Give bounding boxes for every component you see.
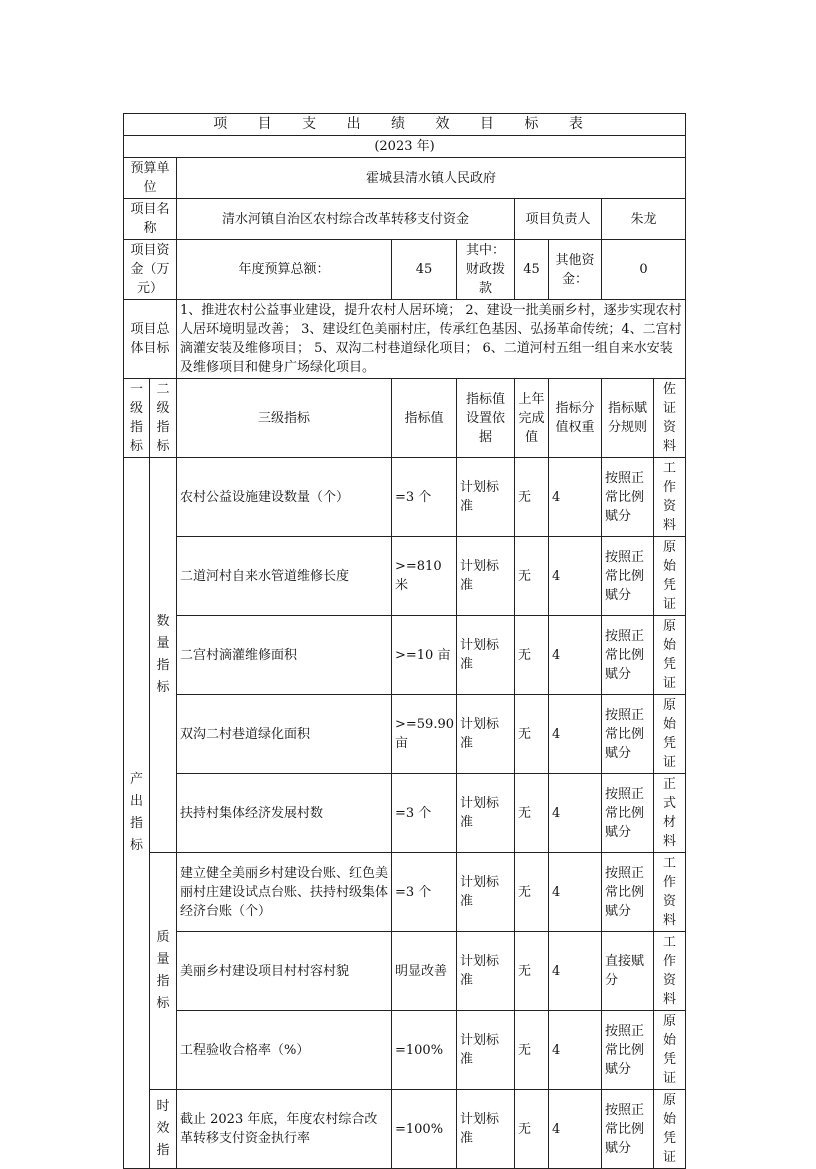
- row-value: =100%: [392, 1011, 457, 1090]
- row-name: 美丽乡村建设项目村村容村貌: [177, 932, 392, 1011]
- row-evidence: 工作资料: [654, 458, 686, 537]
- header-weight: 指标分值权重: [549, 379, 602, 458]
- row-basis: 计划标准: [457, 695, 515, 774]
- row-rule: 按照正常比例赋分: [602, 458, 654, 537]
- funds-label: 项目资金（万元）: [124, 240, 177, 300]
- row-basis: 计划标准: [457, 932, 515, 1011]
- row-evidence: 原始凭证: [654, 1090, 686, 1169]
- header-last-year: 上年完成值: [515, 379, 549, 458]
- row-weight: 4: [549, 1011, 602, 1090]
- row-value: =100%: [392, 1090, 457, 1169]
- overall-goal-label: 项目总体目标: [124, 300, 177, 379]
- row-basis: 计划标准: [457, 537, 515, 616]
- row-basis: 计划标准: [457, 1011, 515, 1090]
- row-value: 明显改善: [392, 932, 457, 1011]
- row-last-year: 无: [515, 853, 549, 932]
- row-name: 截止 2023 年底，年度农村综合改革转移支付资金执行率: [177, 1090, 392, 1169]
- row-last-year: 无: [515, 458, 549, 537]
- header-basis: 指标值设置依据: [457, 379, 515, 458]
- row-evidence: 原始凭证: [654, 616, 686, 695]
- header-level3: 三级指标: [177, 379, 392, 458]
- row-weight: 4: [549, 537, 602, 616]
- row-rule: 按照正常比例赋分: [602, 537, 654, 616]
- table-year: (2023 年): [124, 136, 686, 158]
- row-name: 工程验收合格率（%）: [177, 1011, 392, 1090]
- overall-goal-text: 1、推进农村公益事业建设，提升农村人居环境； 2、建设一批美丽乡村，逐步实现农村人居环境明显改善； 3、建设红色美丽村庄，传承红色基因、弘扬革命传统；4、二宫村滴灌安装及维修项目； 5、双沟二村巷道绿化项目； 6、二道河村五组一组自来水安装及维修项目和健身广场绿化项目。: [177, 300, 686, 379]
- table-row: [124, 853, 686, 932]
- row-weight: 4: [549, 774, 602, 853]
- row-name: 建立健全美丽乡村建设台账、红色美丽村庄建设试点台账、扶持村级集体经济台账（个）: [177, 853, 392, 932]
- row-weight: 4: [549, 458, 602, 537]
- table-row: [124, 774, 686, 853]
- header-level1: 一级指标: [124, 379, 150, 458]
- row-value: >=810 米: [392, 537, 457, 616]
- table-row: [124, 458, 686, 537]
- row-value: >=10 亩: [392, 616, 457, 695]
- group-quality: 质 量 指 标: [150, 853, 177, 1090]
- row-last-year: 无: [515, 537, 549, 616]
- row-rule: 按照正常比例赋分: [602, 774, 654, 853]
- row-value: =3 个: [392, 458, 457, 537]
- row-evidence: 原始凭证: [654, 1011, 686, 1090]
- row-name: 双沟二村巷道绿化面积: [177, 695, 392, 774]
- row-rule: 按照正常比例赋分: [602, 695, 654, 774]
- group-output: 产 出 指 标: [124, 458, 150, 1169]
- project-name-label: 项目名称: [124, 199, 177, 240]
- row-evidence: 正式材料: [654, 774, 686, 853]
- row-name: 二宫村滴灌维修面积: [177, 616, 392, 695]
- funds-other-value: 0: [602, 240, 686, 300]
- group-quantity: 数 量 指 标: [150, 458, 177, 853]
- group-timeliness: 时 效 指: [150, 1090, 177, 1169]
- row-last-year: 无: [515, 616, 549, 695]
- table-row: [124, 537, 686, 616]
- row-weight: 4: [549, 695, 602, 774]
- row-name: 农村公益设施建设数量（个）: [177, 458, 392, 537]
- header-evidence: 佐证资料: [654, 379, 686, 458]
- table-row: [124, 932, 686, 1011]
- header-rule: 指标赋分规则: [602, 379, 654, 458]
- row-evidence: 工作资料: [654, 853, 686, 932]
- budget-unit-value: 霍城县清水镇人民政府: [177, 158, 686, 199]
- row-basis: 计划标准: [457, 774, 515, 853]
- project-name-value: 清水河镇自治区农村综合改革转移支付资金: [177, 199, 515, 240]
- row-value: >=59.90 亩: [392, 695, 457, 774]
- row-weight: 4: [549, 1090, 602, 1169]
- row-basis: 计划标准: [457, 853, 515, 932]
- row-weight: 4: [549, 932, 602, 1011]
- row-basis: 计划标准: [457, 1090, 515, 1169]
- row-value: =3 个: [392, 853, 457, 932]
- budget-unit-label: 预算单位: [124, 158, 177, 199]
- row-name: 二道河村自来水管道维修长度: [177, 537, 392, 616]
- header-value: 指标值: [392, 379, 457, 458]
- row-weight: 4: [549, 616, 602, 695]
- performance-table: [123, 113, 686, 1169]
- row-rule: 按照正常比例赋分: [602, 1011, 654, 1090]
- row-last-year: 无: [515, 1090, 549, 1169]
- project-manager-value: 朱龙: [602, 199, 686, 240]
- row-last-year: 无: [515, 1011, 549, 1090]
- funds-total-label: 年度预算总额：: [177, 240, 392, 300]
- row-basis: 计划标准: [457, 616, 515, 695]
- row-evidence: 工作资料: [654, 932, 686, 1011]
- row-evidence: 原始凭证: [654, 695, 686, 774]
- project-manager-label: 项目负责人: [515, 199, 602, 240]
- row-name: 扶持村集体经济发展村数: [177, 774, 392, 853]
- table-row: [124, 1011, 686, 1090]
- row-evidence: 原始凭证: [654, 537, 686, 616]
- row-value: =3 个: [392, 774, 457, 853]
- table-row: [124, 616, 686, 695]
- row-last-year: 无: [515, 932, 549, 1011]
- funds-other-label: 其他资金：: [549, 240, 602, 300]
- table-title: 项 目 支 出 绩 效 目 标 表: [124, 114, 686, 136]
- row-basis: 计划标准: [457, 458, 515, 537]
- table-row: [124, 695, 686, 774]
- table-row: [124, 1090, 686, 1169]
- row-rule: 直接赋分: [602, 932, 654, 1011]
- funds-fiscal-value: 45: [515, 240, 549, 300]
- funds-total-value: 45: [392, 240, 457, 300]
- row-rule: 按照正常比例赋分: [602, 1090, 654, 1169]
- funds-fiscal-label: 其中：财政拨款: [457, 240, 515, 300]
- header-level2: 二级指标: [150, 379, 177, 458]
- row-last-year: 无: [515, 774, 549, 853]
- row-last-year: 无: [515, 695, 549, 774]
- row-rule: 按照正常比例赋分: [602, 853, 654, 932]
- row-weight: 4: [549, 853, 602, 932]
- row-rule: 按照正常比例赋分: [602, 616, 654, 695]
